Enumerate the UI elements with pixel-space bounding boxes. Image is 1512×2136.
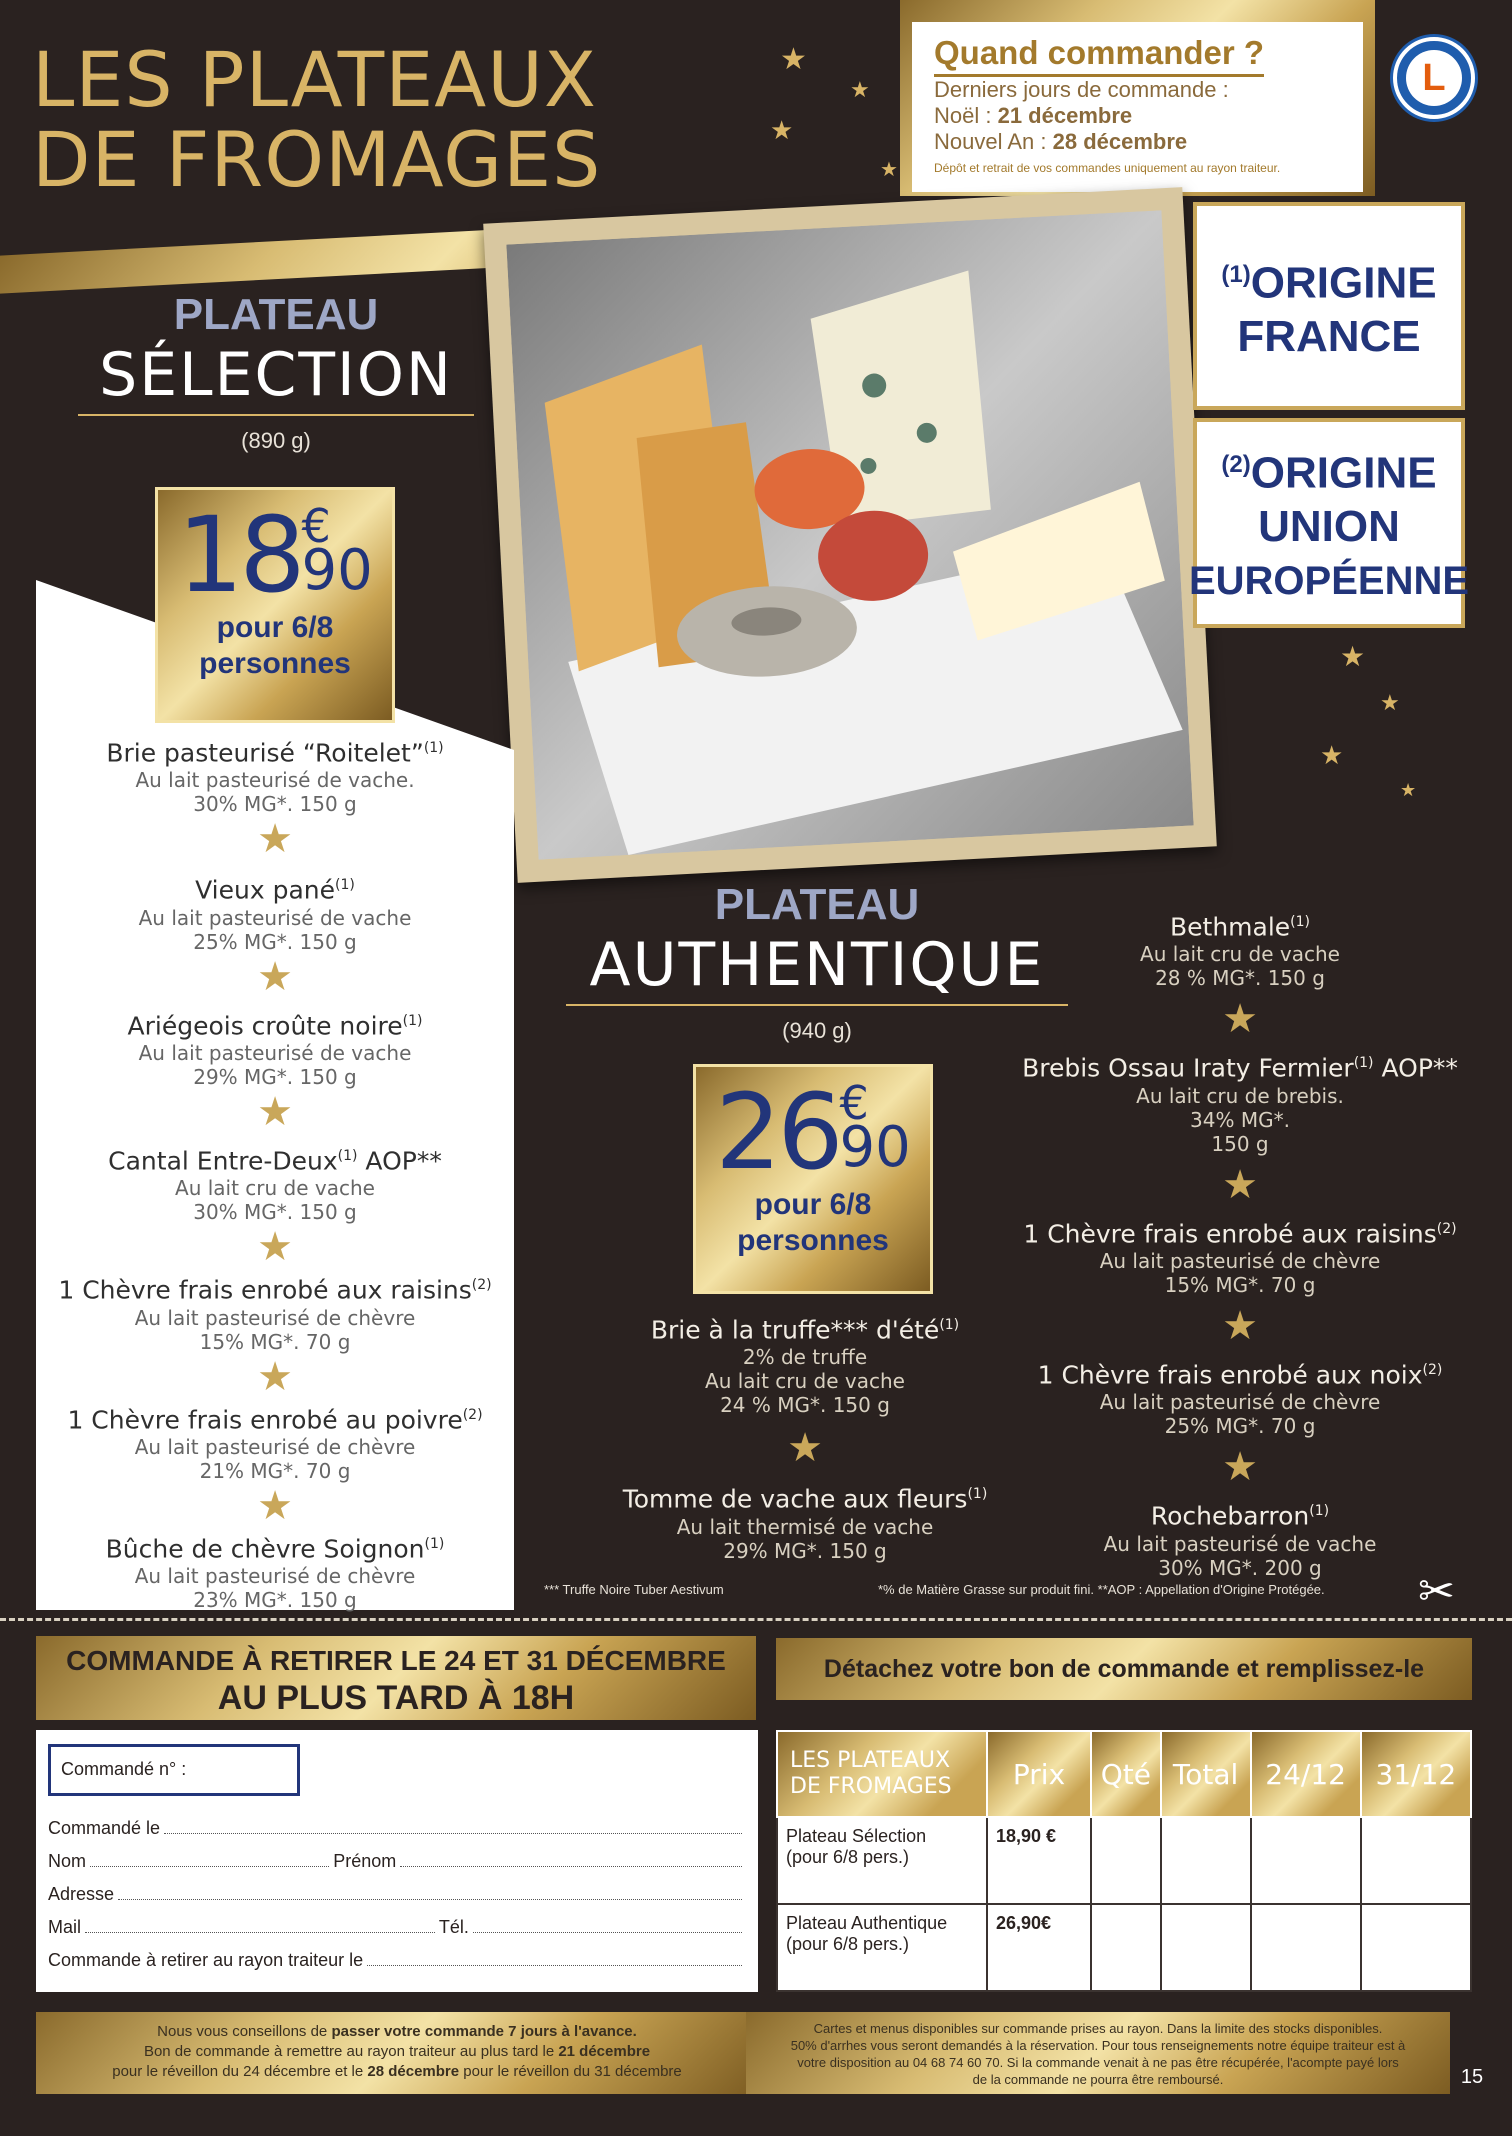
list-item: Ariégeois croûte noire$^{(1)}$ Au lait pasteurisé de vache 29% MG*. 150 g <box>127 1010 423 1089</box>
logo-letter: L <box>1406 50 1462 106</box>
selection-price-tag: 18 € 90 pour 6/8 personnes <box>155 487 395 723</box>
order-noel: Noël : 21 décembre <box>934 103 1133 128</box>
order-note: Dépôt et retrait de vos commandes uniquement au rayon traiteur. <box>934 161 1281 175</box>
date-24-cell[interactable] <box>1251 1817 1361 1904</box>
legal-box: Cartes et menus disponibles sur commande prises au rayon. Dans la limite des stocks disponibles. 50% d'arrhes vous seront demandés à la réservation. Pour tous renseignements notre équipe traiteur est à votre disposition au 04 68 74 60 70. Si la commande venait à ne pas être récupérée, l'acompte payé lors de la commande ne pourra être remboursé. <box>746 2012 1450 2094</box>
price-currency: € <box>301 499 331 553</box>
price-integer: 26 <box>715 1071 840 1193</box>
title-line-2: DE FROMAGES <box>32 115 602 204</box>
footnote-truffe: *** Truffe Noire Tuber Aestivum <box>544 1582 724 1597</box>
date-24-cell[interactable] <box>1251 1904 1361 1991</box>
list-item: 1 Chèvre frais enrobé aux noix$^{(2)}$ Au lait pasteurisé de chèvre 25% MG*. 70 g <box>1037 1360 1443 1439</box>
list-item: Bethmale$^{(1)}$ Au lait cru de vache 28 % MG*. 150 g <box>1140 912 1340 991</box>
cut-line <box>0 1618 1512 1621</box>
order-deadline-box <box>900 0 1375 196</box>
order-number-field[interactable]: Commandé n° : <box>48 1744 300 1796</box>
col-total: Total <box>1161 1731 1251 1817</box>
selection-heading: PLATEAU SÉLECTION (890 g) <box>78 290 474 454</box>
pickup-date-field[interactable]: Commande à retirer au rayon traiteur le <box>48 1950 746 1971</box>
star-icon: ★ <box>1222 997 1258 1042</box>
star-icon: ★ <box>257 1089 293 1134</box>
star-icon: ★ <box>257 817 293 862</box>
ordered-on-field[interactable]: Commandé le <box>48 1818 746 1839</box>
title-line-1: LES PLATEAUX <box>32 35 597 124</box>
star-icon: ★ <box>1222 1445 1258 1490</box>
qty-cell[interactable] <box>1091 1817 1161 1904</box>
order-title: Quand commander ? <box>934 34 1264 77</box>
col-24-12: 24/12 <box>1251 1731 1361 1817</box>
price-integer: 18 <box>177 494 302 616</box>
col-qty: Qté <box>1091 1731 1161 1817</box>
advice-box: Nous vous conseillons de passer votre commande 7 jours à l'avance. Bon de commande à remettre au rayon traiteur au plus tard le 21 décembre pour le réveillon du 24 décembre et le 28 décembre pour le réveillon du 31 décembre <box>36 2012 758 2094</box>
leclerc-logo <box>1393 37 1475 119</box>
price-currency: € <box>839 1076 869 1130</box>
star-decoration: ★ ★ ★ ★ <box>770 43 898 181</box>
list-item: 1 Chèvre frais enrobé au poivre$^{(2)}$ Au lait pasteurisé de chèvre 21% MG*. 70 g <box>67 1404 483 1483</box>
list-item: Bûche de chèvre Soignon$^{(1)}$ Au lait pasteurisé de chèvre 23% MG*. 150 g <box>105 1534 445 1613</box>
list-item: Brebis Ossau Iraty Fermier$^{(1)}$ AOP** Au lait cru de brebis. 34% MG*. 150 g <box>1022 1053 1458 1156</box>
cheese-illustration <box>506 210 1193 859</box>
order-table <box>776 1730 1472 1992</box>
list-item: Vieux pané$^{(1)}$ Au lait pasteurisé de vache 25% MG*. 150 g <box>138 875 412 954</box>
address-field[interactable]: Adresse <box>48 1884 746 1905</box>
order-nouvel-an: Nouvel An : 28 décembre <box>934 129 1188 154</box>
total-cell[interactable] <box>1161 1904 1251 1991</box>
star-icon: ★ <box>257 1483 293 1528</box>
list-item: Cantal Entre-Deux$^{(1)}$ AOP** Au lait cru de vache 30% MG*. 150 g <box>108 1146 442 1225</box>
total-cell[interactable] <box>1161 1817 1251 1904</box>
list-item: 1 Chèvre frais enrobé aux raisins$^{(2)}$ Au lait pasteurisé de chèvre 15% MG*. 70 g <box>1023 1218 1457 1297</box>
list-item: Brie pasteurisé “Roitelet”$^{(1)}$ Au lait pasteurisé de vache. 30% MG*. 150 g <box>106 738 444 817</box>
qty-cell[interactable] <box>1091 1904 1161 1991</box>
pickup-banner: COMMANDE À RETIRER LE 24 ET 31 DÉCEMBRE AU PLUS TARD À 18H <box>36 1636 756 1720</box>
scissors-icon: ✂ <box>1418 1567 1455 1616</box>
page-number: 15 <box>1460 2066 1484 2088</box>
order-form <box>36 1730 758 1992</box>
authentique-left-list <box>590 1310 1020 1563</box>
col-31-12: 31/12 <box>1361 1731 1471 1817</box>
col-price: Prix <box>987 1731 1091 1817</box>
authentique-right-list <box>1010 907 1470 1580</box>
star-icon: ★ <box>257 954 293 999</box>
order-deadline-label: Derniers jours de commande : <box>934 77 1229 102</box>
mail-field[interactable]: Mail Tél. <box>48 1917 746 1938</box>
star-icon: ★ <box>1222 1162 1258 1207</box>
price-cents: 90 <box>839 1115 911 1180</box>
table-header-product: LES PLATEAUX DE FROMAGES <box>777 1731 987 1817</box>
table-row: Plateau Authentique (pour 6/8 pers.) 26,90€ <box>777 1904 1471 1991</box>
footnote-mg-aop: *% de Matière Grasse sur produit fini. **AOP : Appellation d'Origine Protégée. <box>878 1582 1325 1597</box>
detach-banner: Détachez votre bon de commande et remplissez-le <box>776 1638 1472 1700</box>
date-31-cell[interactable] <box>1361 1904 1471 1991</box>
page-title <box>32 35 692 204</box>
origin-eu-box: $^{(2)}$ORIGINE UNION EUROPÉENNE <box>1193 418 1465 628</box>
table-row: Plateau Sélection (pour 6/8 pers.) 18,90 € <box>777 1817 1471 1904</box>
list-item: Brie à la truffe*** d'été$^{(1)}$ 2% de truffe Au lait cru de vache 24 % MG*. 150 g <box>650 1315 960 1418</box>
date-31-cell[interactable] <box>1361 1817 1471 1904</box>
list-item: Tomme de vache aux fleurs$^{(1)}$ Au lait thermisé de vache 29% MG*. 150 g <box>622 1484 988 1563</box>
authentique-price-tag: 26 € 90 pour 6/8 personnes <box>693 1064 933 1294</box>
selection-item-list <box>36 733 514 1612</box>
star-icon: ★ <box>787 1426 823 1471</box>
list-item: 1 Chèvre frais enrobé aux raisins$^{(2)}$ Au lait pasteurisé de chèvre 15% MG*. 70 g <box>58 1275 492 1354</box>
authentique-heading: PLATEAU AUTHENTIQUE (940 g) <box>566 880 1068 1044</box>
price-cents: 90 <box>301 538 373 603</box>
list-item: Rochebarron$^{(1)}$ Au lait pasteurisé de vache 30% MG*. 200 g <box>1103 1501 1377 1580</box>
star-icon: ★ <box>257 1354 293 1399</box>
star-icon: ★ <box>1222 1303 1258 1348</box>
star-decoration: ★ ★ ★ ★ <box>1320 641 1417 800</box>
star-icon: ★ <box>257 1225 293 1270</box>
name-field[interactable]: Nom Prénom <box>48 1851 746 1872</box>
origin-france-box: $^{(1)}$ORIGINE FRANCE <box>1193 202 1465 410</box>
cheese-platter-photo <box>483 187 1217 883</box>
